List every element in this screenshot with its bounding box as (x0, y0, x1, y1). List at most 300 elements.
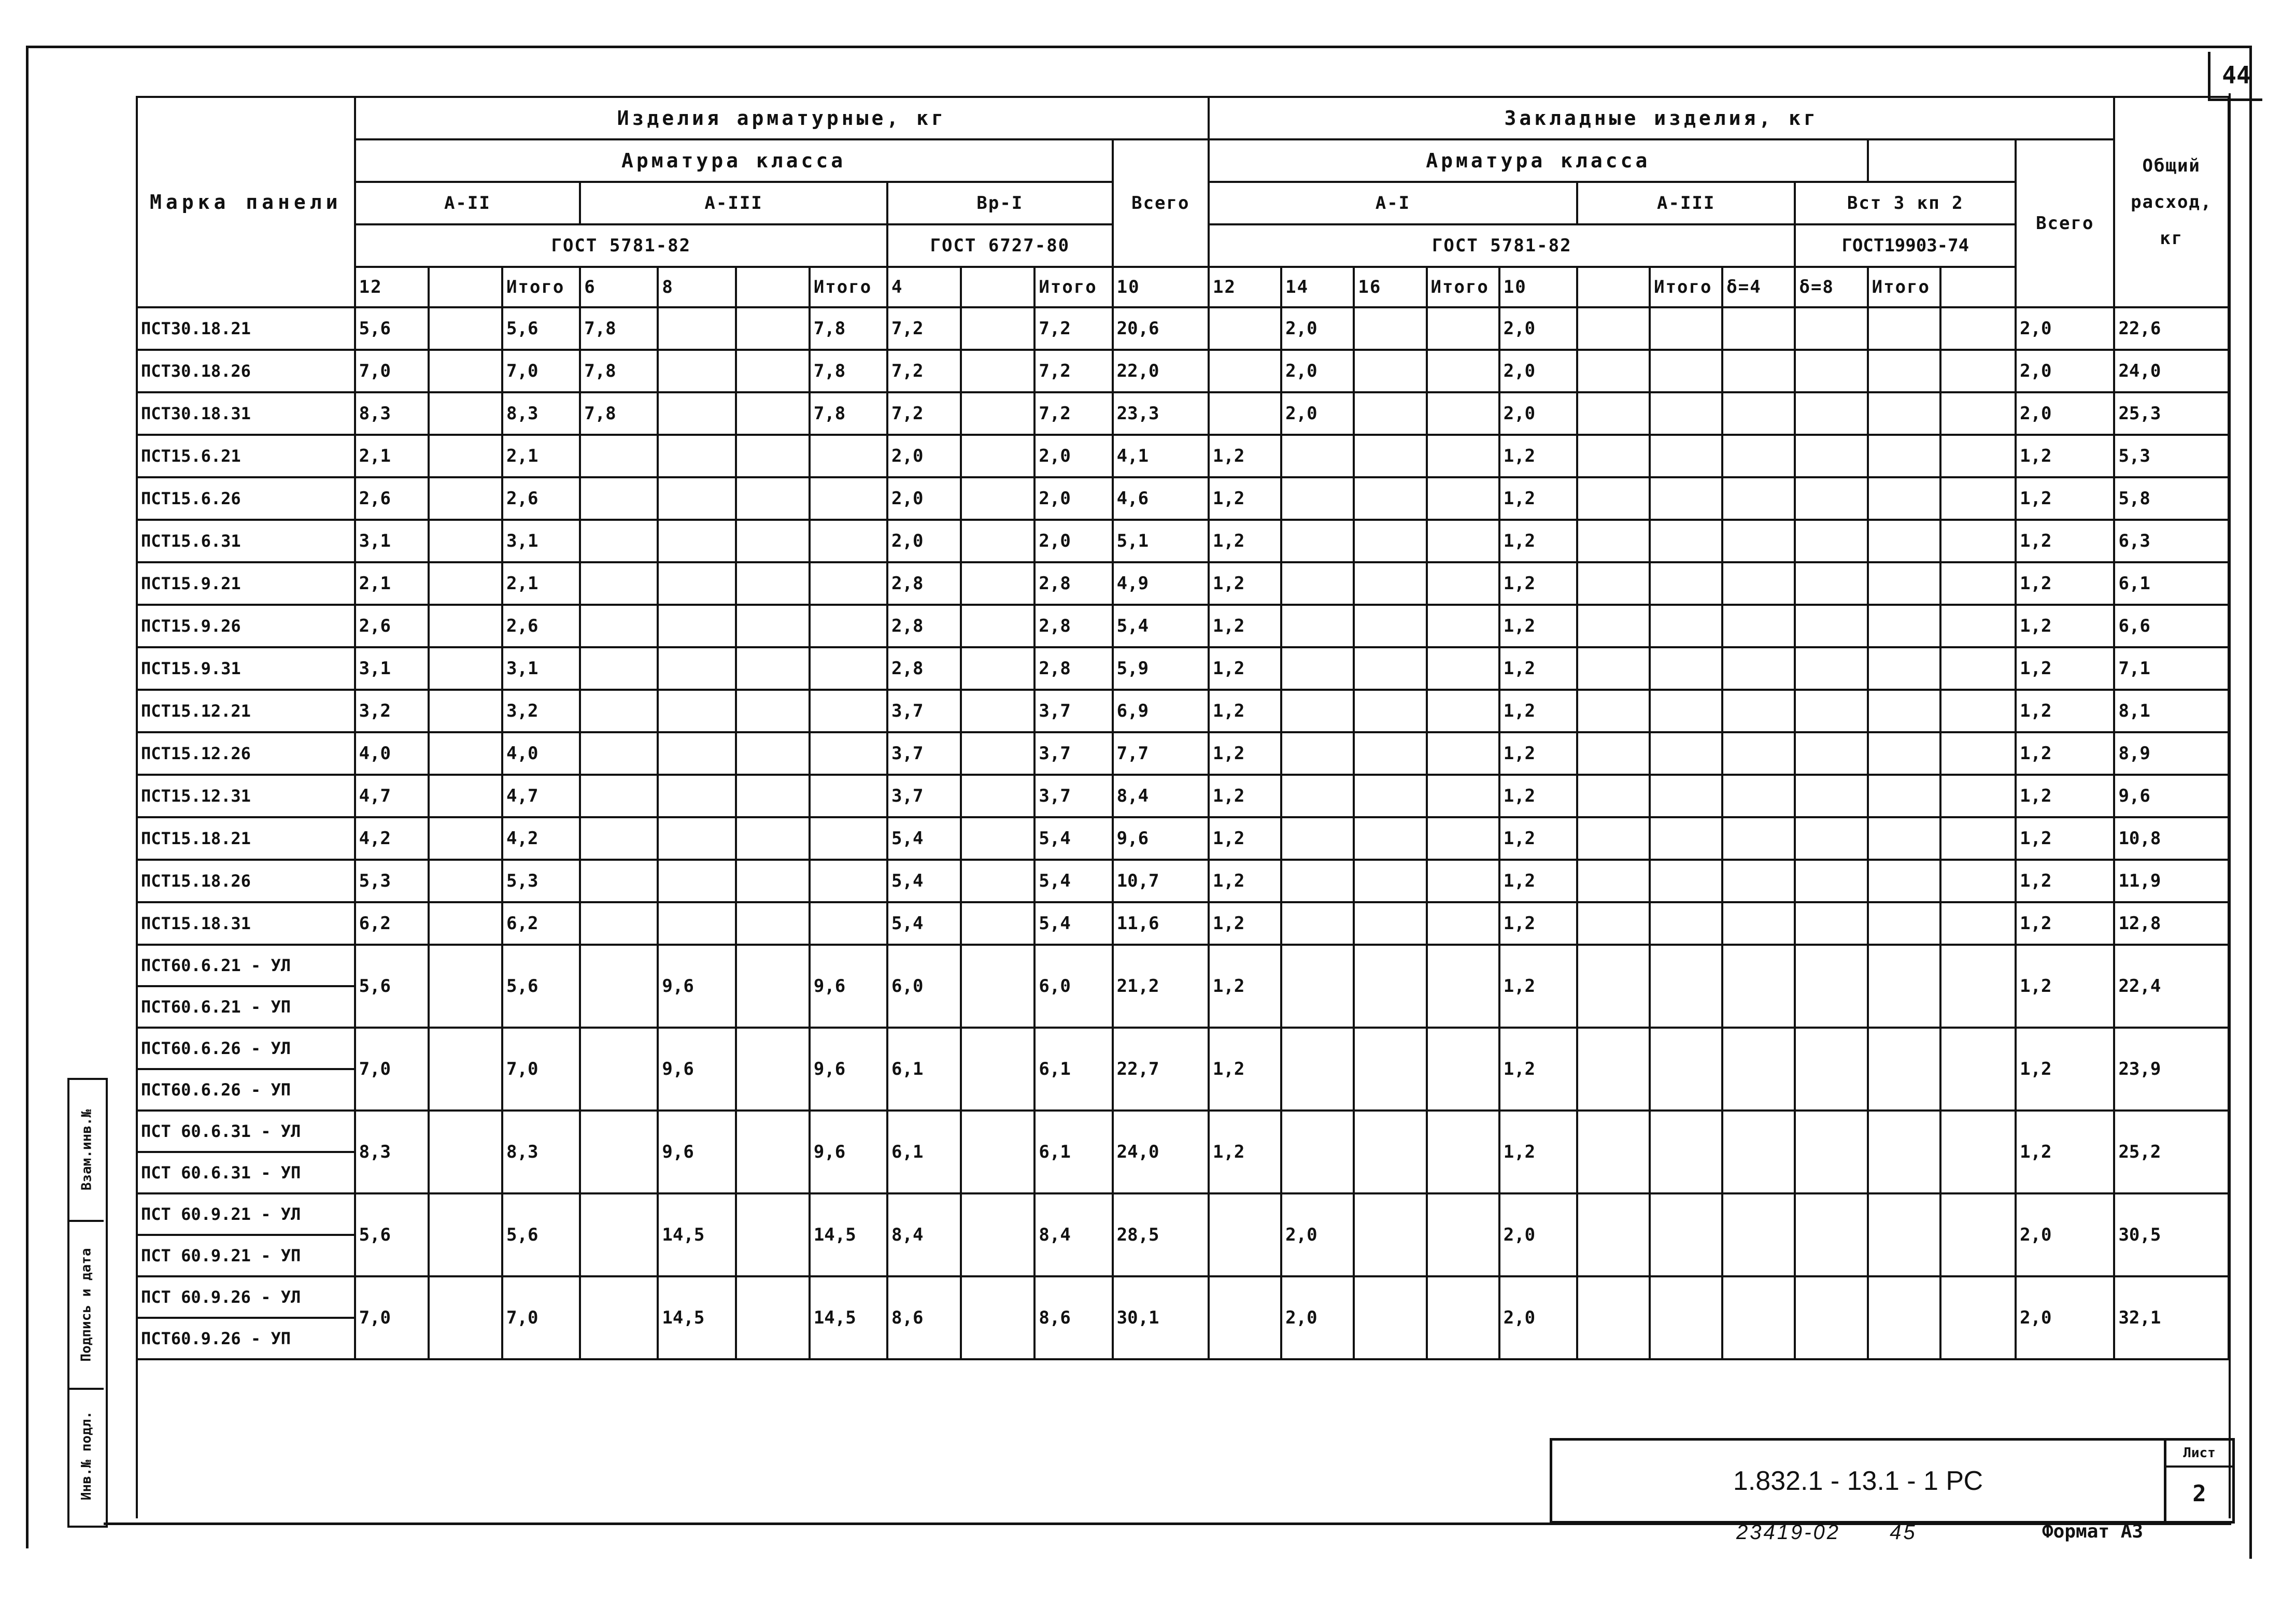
subheader-cell: Итого (502, 267, 580, 307)
value-cell: 7,2 (887, 307, 961, 350)
value-cell: 1,2 (1499, 605, 1577, 647)
value-cell (1795, 1111, 1867, 1193)
value-cell: 2,1 (502, 435, 580, 477)
value-cell: 4,9 (1113, 562, 1209, 605)
value-cell (1722, 1111, 1795, 1193)
value-cell: 5,4 (1034, 902, 1112, 945)
value-cell (961, 307, 1034, 350)
value-cell (580, 605, 658, 647)
value-cell (1577, 520, 1650, 562)
value-cell (1427, 775, 1499, 817)
value-cell: 2,0 (1281, 1193, 1354, 1276)
subheader-cell: 4 (887, 267, 961, 307)
value-cell (580, 945, 658, 1028)
value-cell: 7,8 (810, 350, 887, 392)
value-cell (429, 562, 502, 605)
value-cell: 23,9 (2114, 1028, 2229, 1111)
value-cell: 1,2 (1499, 690, 1577, 732)
class-vp1-header: Вр-I (887, 182, 1113, 224)
value-cell (961, 647, 1034, 690)
value-cell (1354, 860, 1426, 902)
value-cell: 2,6 (502, 605, 580, 647)
subheader-cell: 10 (1499, 267, 1577, 307)
value-cell (1354, 605, 1426, 647)
value-cell (961, 860, 1034, 902)
value-cell: 7,2 (887, 392, 961, 435)
value-cell (1650, 1193, 1722, 1276)
value-cell: 1,2 (2016, 902, 2114, 945)
embedded-class-header: Арматура класса (1209, 139, 1868, 182)
value-cell (658, 477, 735, 520)
value-cell (1795, 1193, 1867, 1276)
value-cell (1940, 392, 2016, 435)
value-cell: 8,9 (2114, 732, 2229, 775)
value-cell: 5,4 (887, 860, 961, 902)
value-cell (1868, 435, 1940, 477)
subheader-cell: 6 (580, 267, 658, 307)
value-cell (1577, 1193, 1650, 1276)
value-cell (1940, 435, 2016, 477)
value-cell: 2,8 (887, 562, 961, 605)
value-cell (810, 690, 887, 732)
value-cell: 1,2 (2016, 477, 2114, 520)
value-cell (1868, 690, 1940, 732)
value-cell: 1,2 (1209, 1028, 1281, 1111)
value-cell: 1,2 (1499, 435, 1577, 477)
value-cell: 7,2 (1034, 392, 1112, 435)
value-cell: 1,2 (1209, 435, 1281, 477)
panel-mark-cell: ПСТ15.18.26 (137, 860, 355, 902)
value-cell: 3,1 (502, 520, 580, 562)
value-cell: 1,2 (1209, 647, 1281, 690)
value-cell (658, 307, 735, 350)
value-cell (736, 775, 810, 817)
value-cell (1354, 817, 1426, 860)
value-cell: 3,7 (1034, 775, 1112, 817)
value-cell (736, 1111, 810, 1193)
value-cell (1354, 775, 1426, 817)
value-cell: 9,6 (810, 1111, 887, 1193)
value-cell: 8,3 (502, 392, 580, 435)
value-cell: 1,2 (1499, 520, 1577, 562)
value-cell (1281, 860, 1354, 902)
value-cell (429, 1193, 502, 1276)
gost-6727-header: ГОСТ 6727-80 (887, 224, 1113, 267)
table-row (137, 775, 2229, 817)
value-cell: 1,2 (2016, 775, 2114, 817)
subheader-cell: 14 (1281, 267, 1354, 307)
value-cell (1354, 1193, 1426, 1276)
panel-mark-cell: ПСТ60.6.26 - УЛ (137, 1028, 355, 1069)
table-row (137, 1193, 2229, 1235)
value-cell: 9,6 (810, 945, 887, 1028)
value-cell (1650, 945, 1722, 1028)
value-cell: 10,7 (1113, 860, 1209, 902)
value-cell (961, 520, 1034, 562)
panel-mark-cell: ПСТ60.9.26 - УП (137, 1318, 355, 1359)
value-cell (1577, 902, 1650, 945)
value-cell (810, 775, 887, 817)
table-row (137, 392, 2229, 435)
value-cell: 6,1 (1034, 1111, 1112, 1193)
gost-5781-header: ГОСТ 5781-82 (355, 224, 887, 267)
value-cell: 22,6 (2114, 307, 2229, 350)
value-cell (736, 520, 810, 562)
value-cell (1427, 1193, 1499, 1276)
value-cell (1868, 860, 1940, 902)
subheader-cell: δ=4 (1722, 267, 1795, 307)
value-cell (810, 860, 887, 902)
value-cell: 7,0 (502, 1028, 580, 1111)
value-cell: 6,1 (2114, 562, 2229, 605)
panel-mark-cell: ПСТ 60.9.21 - УЛ (137, 1193, 355, 1235)
value-cell (1577, 945, 1650, 1028)
value-cell (1940, 775, 2016, 817)
table-row (137, 605, 2229, 647)
value-cell: 1,2 (1209, 817, 1281, 860)
table-row (137, 860, 2229, 902)
value-cell (1650, 477, 1722, 520)
value-cell: 30,5 (2114, 1193, 2229, 1276)
table-row (137, 1028, 2229, 1069)
panel-mark-cell: ПСТ15.18.21 (137, 817, 355, 860)
value-cell: 2,0 (887, 520, 961, 562)
value-cell: 11,9 (2114, 860, 2229, 902)
value-cell: 1,2 (1499, 562, 1577, 605)
value-cell (1427, 605, 1499, 647)
value-cell: 24,0 (1113, 1111, 1209, 1193)
value-cell (1427, 1276, 1499, 1359)
value-cell (580, 732, 658, 775)
value-cell: 5,3 (2114, 435, 2229, 477)
value-cell (1281, 1111, 1354, 1193)
value-cell: 24,0 (2114, 350, 2229, 392)
value-cell: 1,2 (2016, 647, 2114, 690)
value-cell (1281, 1028, 1354, 1111)
value-cell: 2,0 (887, 477, 961, 520)
value-cell (1722, 860, 1795, 902)
stamp-orig-inv-label: Инв.№ подл. (79, 1411, 94, 1501)
value-cell (1209, 307, 1281, 350)
value-cell (736, 1028, 810, 1111)
value-cell (1354, 647, 1426, 690)
value-cell (1940, 732, 2016, 775)
stamp-replace-inv-label: Взам.инв.№ (79, 1109, 95, 1191)
value-cell: 1,2 (1499, 817, 1577, 860)
value-cell: 2,0 (2016, 350, 2114, 392)
value-cell: 5,4 (887, 902, 961, 945)
value-cell: 6,3 (2114, 520, 2229, 562)
value-cell (1795, 435, 1867, 477)
panel-mark-cell: ПСТ60.6.21 - УП (137, 986, 355, 1028)
mark-header: Марка панели (137, 97, 355, 307)
panel-mark-cell: ПСТ60.6.26 - УП (137, 1069, 355, 1111)
value-cell (810, 817, 887, 860)
value-cell (1281, 562, 1354, 605)
value-cell (1940, 605, 2016, 647)
embedded-total-header: Всего (2016, 139, 2114, 307)
value-cell: 1,2 (1209, 562, 1281, 605)
value-cell (1209, 1276, 1281, 1359)
value-cell (1940, 1028, 2016, 1111)
value-cell: 1,2 (1499, 860, 1577, 902)
value-cell: 1,2 (2016, 435, 2114, 477)
value-cell (810, 732, 887, 775)
value-cell: 1,2 (1499, 647, 1577, 690)
value-cell: 5,6 (502, 945, 580, 1028)
value-cell (810, 435, 887, 477)
value-cell (1722, 732, 1795, 775)
value-cell (1281, 477, 1354, 520)
value-cell: 3,7 (887, 732, 961, 775)
value-cell: 5,6 (502, 1193, 580, 1276)
value-cell (1281, 817, 1354, 860)
value-cell: 28,5 (1113, 1193, 1209, 1276)
value-cell (429, 392, 502, 435)
value-cell: 1,2 (1209, 605, 1281, 647)
value-cell (429, 860, 502, 902)
value-cell: 12,8 (2114, 902, 2229, 945)
value-cell (810, 902, 887, 945)
value-cell (1868, 1028, 1940, 1111)
value-cell (580, 1111, 658, 1193)
value-cell (1354, 307, 1426, 350)
panel-mark-cell: ПСТ60.6.21 - УЛ (137, 945, 355, 986)
value-cell: 7,2 (1034, 350, 1112, 392)
value-cell (1281, 605, 1354, 647)
value-cell (580, 817, 658, 860)
value-cell: 2,0 (1034, 435, 1112, 477)
value-cell (1795, 477, 1867, 520)
value-cell: 1,2 (1209, 690, 1281, 732)
value-cell (736, 307, 810, 350)
value-cell (1354, 1028, 1426, 1111)
value-cell (1795, 732, 1867, 775)
table-row (137, 562, 2229, 605)
value-cell: 2,6 (355, 605, 429, 647)
value-cell (961, 1111, 1034, 1193)
value-cell: 6,6 (2114, 605, 2229, 647)
value-cell (1650, 520, 1722, 562)
value-cell (1281, 520, 1354, 562)
value-cell: 2,0 (1499, 1193, 1577, 1276)
value-cell: 1,2 (1209, 860, 1281, 902)
value-cell: 6,1 (1034, 1028, 1112, 1111)
table-row (137, 690, 2229, 732)
table-row (137, 1111, 2229, 1152)
value-cell (1577, 860, 1650, 902)
value-cell: 3,7 (1034, 690, 1112, 732)
value-cell (961, 1028, 1034, 1111)
panel-mark-cell: ПСТ30.18.21 (137, 307, 355, 350)
value-cell (1650, 902, 1722, 945)
frame-right-line (2249, 46, 2252, 1559)
subheader-cell: δ=8 (1795, 267, 1867, 307)
value-cell: 1,2 (2016, 562, 2114, 605)
value-cell (580, 1276, 658, 1359)
stamp-signature-date (69, 1222, 104, 1390)
value-cell: 2,8 (1034, 647, 1112, 690)
value-cell (658, 562, 735, 605)
value-cell: 4,2 (355, 817, 429, 860)
value-cell (1795, 392, 1867, 435)
value-cell: 23,3 (1113, 392, 1209, 435)
value-cell: 1,2 (1499, 1028, 1577, 1111)
value-cell: 3,2 (502, 690, 580, 732)
value-cell (1722, 1028, 1795, 1111)
value-cell: 3,1 (355, 647, 429, 690)
value-cell: 2,0 (1499, 307, 1577, 350)
title-block (1550, 1438, 2235, 1524)
value-cell (1940, 477, 2016, 520)
value-cell (580, 860, 658, 902)
value-cell: 5,3 (355, 860, 429, 902)
value-cell (1868, 562, 1940, 605)
value-cell: 1,2 (2016, 605, 2114, 647)
value-cell (1795, 775, 1867, 817)
value-cell (736, 732, 810, 775)
sheet-cell (2164, 1441, 2232, 1521)
value-cell (1940, 902, 2016, 945)
value-cell: 7,0 (355, 1276, 429, 1359)
value-cell: 7,0 (355, 1028, 429, 1111)
table-row (137, 307, 2229, 350)
value-cell (580, 520, 658, 562)
value-cell (1940, 945, 2016, 1028)
value-cell (1281, 775, 1354, 817)
panel-mark-cell: ПСТ 60.9.21 - УП (137, 1235, 355, 1276)
value-cell (658, 860, 735, 902)
stamp-replace-inv (69, 1080, 104, 1222)
subheader-cell: Итого (810, 267, 887, 307)
value-cell (1795, 860, 1867, 902)
value-cell: 9,6 (1113, 817, 1209, 860)
value-cell (580, 902, 658, 945)
value-cell: 5,9 (1113, 647, 1209, 690)
table-row (137, 817, 2229, 860)
value-cell (1354, 902, 1426, 945)
value-cell: 1,2 (2016, 945, 2114, 1028)
value-cell: 3,7 (887, 690, 961, 732)
value-cell (1281, 902, 1354, 945)
value-cell: 5,4 (887, 817, 961, 860)
value-cell (961, 732, 1034, 775)
value-cell: 2,0 (1281, 392, 1354, 435)
value-cell: 6,0 (887, 945, 961, 1028)
value-cell: 2,8 (1034, 562, 1112, 605)
value-cell: 5,1 (1113, 520, 1209, 562)
value-cell (658, 775, 735, 817)
value-cell (658, 817, 735, 860)
value-cell (1650, 647, 1722, 690)
value-cell (1868, 605, 1940, 647)
value-cell: 4,7 (502, 775, 580, 817)
value-cell (429, 1111, 502, 1193)
value-cell (1795, 562, 1867, 605)
value-cell (736, 945, 810, 1028)
value-cell: 14,5 (658, 1276, 735, 1359)
value-cell (736, 562, 810, 605)
value-cell (1650, 817, 1722, 860)
value-cell: 1,2 (2016, 817, 2114, 860)
value-cell: 2,0 (1281, 307, 1354, 350)
page-number: 44 (2208, 52, 2262, 101)
sheet-number: 2 (2192, 1480, 2206, 1507)
value-cell: 8,3 (355, 392, 429, 435)
value-cell (1577, 1111, 1650, 1193)
value-cell (1795, 307, 1867, 350)
value-cell (1868, 775, 1940, 817)
value-cell (1354, 520, 1426, 562)
value-cell (580, 477, 658, 520)
value-cell (1650, 1111, 1722, 1193)
value-cell: 9,6 (658, 1111, 735, 1193)
value-cell: 1,2 (2016, 1028, 2114, 1111)
value-cell (1940, 350, 2016, 392)
value-cell (1722, 1193, 1795, 1276)
value-cell (1722, 647, 1795, 690)
value-cell: 11,6 (1113, 902, 1209, 945)
value-cell (1940, 1111, 2016, 1193)
value-cell: 7,8 (580, 307, 658, 350)
value-cell (736, 860, 810, 902)
value-cell (1940, 690, 2016, 732)
value-cell (736, 817, 810, 860)
embedded-group-header: Закладные изделия, кг (1209, 97, 2114, 139)
embedded-class-blank (1868, 139, 2016, 182)
value-cell (1868, 1111, 1940, 1193)
value-cell (1354, 562, 1426, 605)
value-cell (1650, 435, 1722, 477)
value-cell (1868, 392, 1940, 435)
table-row (137, 647, 2229, 690)
value-cell: 7,8 (810, 392, 887, 435)
value-cell (1722, 350, 1795, 392)
value-cell (1868, 647, 1940, 690)
value-cell (1577, 732, 1650, 775)
value-cell: 8,6 (1034, 1276, 1112, 1359)
value-cell (810, 647, 887, 690)
inventory-number (1736, 1521, 1917, 1544)
value-cell (1427, 520, 1499, 562)
value-cell: 8,6 (887, 1276, 961, 1359)
overall-header: Общий расход, кг (2114, 97, 2229, 307)
embedded-gost-5781-header: ГОСТ 5781-82 (1209, 224, 1795, 267)
value-cell: 1,2 (1209, 477, 1281, 520)
value-cell (1427, 392, 1499, 435)
value-cell (1868, 817, 1940, 860)
value-cell (1281, 647, 1354, 690)
table-row (137, 477, 2229, 520)
subheader-cell: 8 (658, 267, 735, 307)
value-cell (1427, 477, 1499, 520)
value-cell: 9,6 (810, 1028, 887, 1111)
value-cell: 22,7 (1113, 1028, 1209, 1111)
value-cell (1868, 520, 1940, 562)
side-stamp (67, 1078, 108, 1528)
value-cell (580, 1193, 658, 1276)
value-cell (810, 605, 887, 647)
value-cell: 6,1 (887, 1111, 961, 1193)
panel-mark-cell: ПСТ30.18.26 (137, 350, 355, 392)
value-cell (810, 520, 887, 562)
value-cell: 14,5 (810, 1276, 887, 1359)
subheader-cell: 10 (1113, 267, 1209, 307)
value-cell (1427, 1111, 1499, 1193)
specification-table (136, 96, 2230, 1458)
value-cell: 2,0 (887, 435, 961, 477)
table-row (137, 520, 2229, 562)
